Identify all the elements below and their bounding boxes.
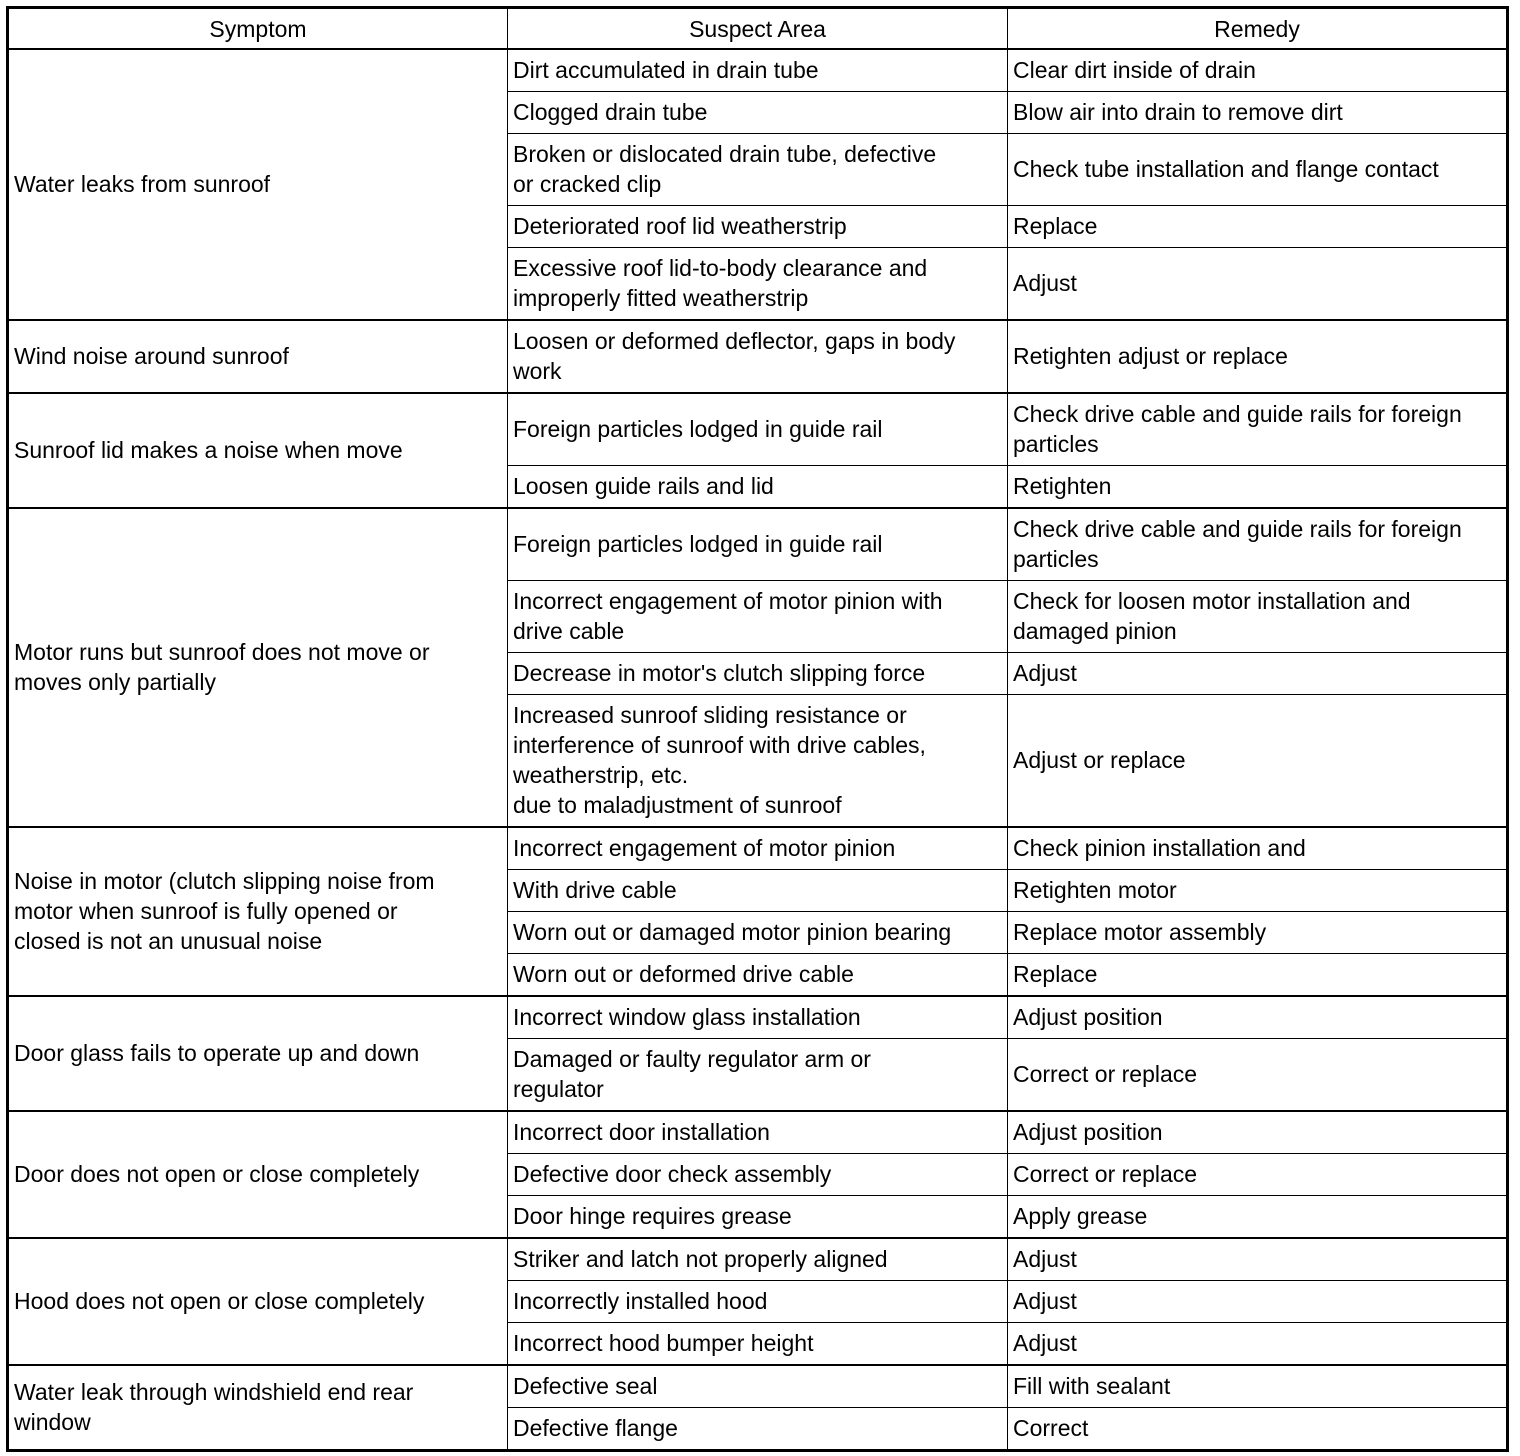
remedy-cell: Retighten [1008, 466, 1508, 509]
remedy-cell: Correct or replace [1008, 1039, 1508, 1112]
header-remedy: Remedy [1008, 8, 1508, 50]
suspect-area-cell: Defective door check assembly [508, 1154, 1008, 1196]
remedy-cell: Correct or replace [1008, 1154, 1508, 1196]
remedy-cell: Apply grease [1008, 1196, 1508, 1239]
table-row [8, 996, 1508, 1039]
remedy-cell: Replace [1008, 954, 1508, 997]
suspect-area-cell: Foreign particles lodged in guide rail [508, 393, 1008, 466]
suspect-area-cell: Decrease in motor's clutch slipping force [508, 653, 1008, 695]
remedy-cell: Replace motor assembly [1008, 912, 1508, 954]
troubleshooting-table [6, 6, 1509, 1452]
symptom-cell: Water leak through windshield end rear window [8, 1365, 508, 1451]
table-row [8, 320, 1508, 393]
table-row [8, 1111, 1508, 1154]
symptom-cell: Hood does not open or close completely [8, 1238, 508, 1365]
suspect-area-cell: With drive cable [508, 870, 1008, 912]
suspect-area-cell: Damaged or faulty regulator arm or regulator [508, 1039, 1008, 1112]
suspect-area-cell: Striker and latch not properly aligned [508, 1238, 1008, 1281]
remedy-cell: Adjust [1008, 653, 1508, 695]
suspect-area-cell: Loosen guide rails and lid [508, 466, 1008, 509]
remedy-cell: Check drive cable and guide rails for foreign particles [1008, 508, 1508, 581]
remedy-cell: Check tube installation and flange contact [1008, 134, 1508, 206]
remedy-cell: Replace [1008, 206, 1508, 248]
suspect-area-cell: Foreign particles lodged in guide rail [508, 508, 1008, 581]
header-row [8, 8, 1508, 50]
suspect-area-cell: Incorrect engagement of motor pinion with drive cable [508, 581, 1008, 653]
remedy-cell: Clear dirt inside of drain [1008, 49, 1508, 92]
suspect-area-cell: Incorrect door installation [508, 1111, 1008, 1154]
table-row [8, 1365, 1508, 1408]
suspect-area-cell: Deteriorated roof lid weatherstrip [508, 206, 1008, 248]
suspect-area-cell: Worn out or deformed drive cable [508, 954, 1008, 997]
remedy-cell: Retighten motor [1008, 870, 1508, 912]
remedy-cell: Check for loosen motor installation and damaged pinion [1008, 581, 1508, 653]
table-row [8, 827, 1508, 870]
table-row [8, 508, 1508, 581]
header-symptom: Symptom [8, 8, 508, 50]
symptom-cell: Door glass fails to operate up and down [8, 996, 508, 1111]
remedy-cell: Check drive cable and guide rails for foreign particles [1008, 393, 1508, 466]
symptom-cell: Motor runs but sunroof does not move or moves only partially [8, 508, 508, 827]
remedy-cell: Adjust or replace [1008, 695, 1508, 828]
symptom-cell: Wind noise around sunroof [8, 320, 508, 393]
suspect-area-cell: Broken or dislocated drain tube, defective or cracked clip [508, 134, 1008, 206]
remedy-cell: Fill with sealant [1008, 1365, 1508, 1408]
symptom-cell: Door does not open or close completely [8, 1111, 508, 1238]
remedy-cell: Adjust [1008, 1238, 1508, 1281]
suspect-area-cell: Clogged drain tube [508, 92, 1008, 134]
remedy-cell: Check pinion installation and [1008, 827, 1508, 870]
remedy-cell: Adjust [1008, 248, 1508, 321]
suspect-area-cell: Excessive roof lid-to-body clearance and improperly fitted weatherstrip [508, 248, 1008, 321]
suspect-area-cell: Door hinge requires grease [508, 1196, 1008, 1239]
remedy-cell: Adjust [1008, 1323, 1508, 1366]
suspect-area-cell: Incorrect engagement of motor pinion [508, 827, 1008, 870]
suspect-area-cell: Dirt accumulated in drain tube [508, 49, 1008, 92]
remedy-cell: Retighten adjust or replace [1008, 320, 1508, 393]
symptom-cell: Sunroof lid makes a noise when move [8, 393, 508, 508]
suspect-area-cell: Incorrect hood bumper height [508, 1323, 1008, 1366]
remedy-cell: Adjust [1008, 1281, 1508, 1323]
remedy-cell: Correct [1008, 1408, 1508, 1451]
header-suspect-area: Suspect Area [508, 8, 1008, 50]
symptom-cell: Water leaks from sunroof [8, 49, 508, 320]
suspect-area-cell: Loosen or deformed deflector, gaps in body work [508, 320, 1008, 393]
remedy-cell: Adjust position [1008, 996, 1508, 1039]
remedy-cell: Adjust position [1008, 1111, 1508, 1154]
table-row [8, 393, 1508, 466]
suspect-area-cell: Incorrectly installed hood [508, 1281, 1008, 1323]
remedy-cell: Blow air into drain to remove dirt [1008, 92, 1508, 134]
suspect-area-cell: Defective seal [508, 1365, 1008, 1408]
table-row [8, 49, 1508, 92]
suspect-area-cell: Defective flange [508, 1408, 1008, 1451]
suspect-area-cell: Increased sunroof sliding resistance or interference of sunroof with drive cables, weatherstrip, etc. due to maladjustment of sunroof [508, 695, 1008, 828]
suspect-area-cell: Incorrect window glass installation [508, 996, 1008, 1039]
symptom-cell: Noise in motor (clutch slipping noise from motor when sunroof is fully opened or closed is not an unusual noise [8, 827, 508, 996]
suspect-area-cell: Worn out or damaged motor pinion bearing [508, 912, 1008, 954]
table-body [8, 49, 1508, 1451]
table-row [8, 1238, 1508, 1281]
